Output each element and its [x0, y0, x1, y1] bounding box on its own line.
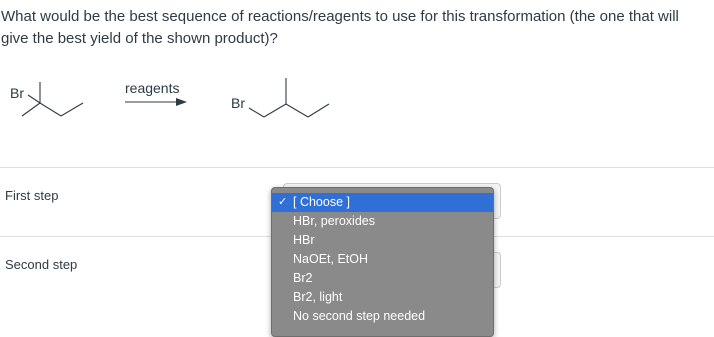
reactant-br-label: Br — [10, 85, 24, 101]
dropdown-option-br2[interactable]: Br2 — [293, 271, 313, 285]
reaction-scheme — [0, 70, 360, 140]
product-br-label: Br — [231, 95, 245, 111]
first-step-label: First step — [5, 188, 59, 203]
arrow-label: reagents — [125, 80, 180, 96]
second-step-label: Second step — [5, 257, 78, 272]
dropdown-option-choose[interactable] — [272, 193, 493, 212]
reaction-scheme-drawing — [0, 70, 360, 140]
dropdown-option-naoet-etoh[interactable]: NaOEt, EtOH — [293, 252, 369, 266]
dropdown-option-no-second-step[interactable]: No second step needed — [293, 309, 426, 323]
divider — [0, 167, 714, 168]
dropdown-option-label: [ Choose ] — [293, 195, 350, 209]
dropdown-option-br2-light[interactable]: Br2, light — [293, 290, 343, 304]
dropdown-option-hbr[interactable]: HBr — [293, 233, 315, 247]
reaction-arrow-icon — [125, 98, 187, 106]
reactant-skeleton — [22, 82, 83, 116]
check-icon: ✓ — [278, 196, 288, 208]
dropdown-option-hbr-peroxides[interactable]: HBr, peroxides — [293, 214, 375, 228]
question-text: What would be the best sequence of reactions/reagents to use for this transformation (the one that will give the best yield of the shown product)? — [1, 8, 679, 47]
first-step-dropdown-list[interactable] — [271, 187, 494, 337]
product-skeleton — [249, 78, 329, 117]
